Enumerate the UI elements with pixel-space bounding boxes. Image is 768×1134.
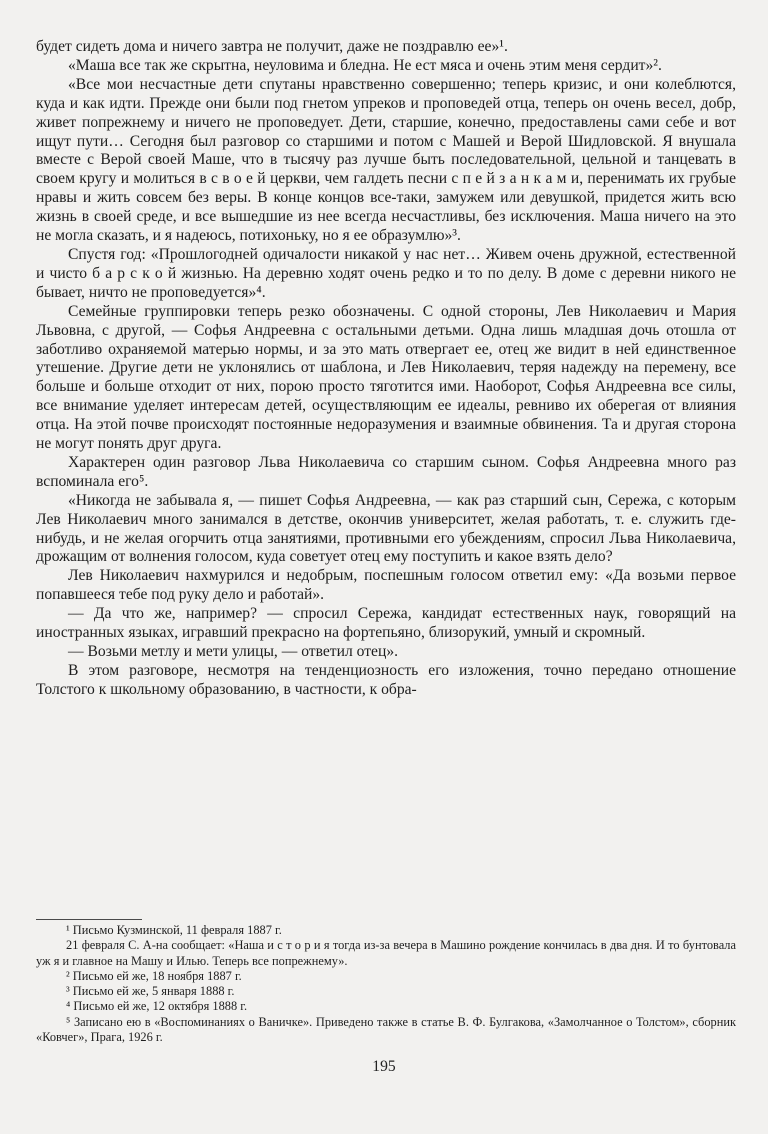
paragraph: — Возьми метлу и мети улицы, — ответил отец». bbox=[68, 643, 399, 660]
paragraph: Семейные группировки теперь резко обозначены. С одной стороны, Лев Николаевич и Мария Львовна, с другой, — Софья Андреевна с остальными детьми. Одна лишь младшая дочь отошла от заботливо охраняемой матерью нормы, и за это мать отвергает ее, отец же видит в ней единственное утешение. Другие дети не уклонялись от шаблона, и Лев Николаевич, теряя надежду на перемену, все больше и больше отходит от них, порою просто тяготится ими. Наоборот, Софья Андреевна все силы, все внимание уделяет интересам детей, осуществляющим ее идеалы, ревниво их оберегая от влияния отца. На этой почве происходят постоянные недоразумения и взаимные обвинения. Та и другая сторона не могут понять друг друга. bbox=[36, 302, 736, 453]
paragraph: Лев Николаевич нахмурился и недобрым, поспешным голосом ответил ему: «Да возьми первое попавшееся тебе под руку дело и работай». bbox=[36, 567, 736, 604]
main-text bbox=[36, 38, 736, 700]
footnotes bbox=[36, 923, 736, 1045]
footnote: 21 февраля С. А-на сообщает: «Наша и с т о р и я тогда из-за вечера в Машино рождение кончилась в два дня. И то бунтовала уж я и главное на Машу и Илью. Теперь все попрежнему». bbox=[36, 938, 736, 968]
page-number: 195 bbox=[372, 1058, 396, 1075]
footnote: ⁵ Записано ею в «Воспоминаниях о Ваничке». Приведено также в статье В. Ф. Булгакова, «Замолчанное о Толстом», сборник «Ковчег», Прага, 1926 г. bbox=[36, 1014, 736, 1045]
paragraph: В этом разговоре, несмотря на тенденциозность его изложения, точно передано отношение Толстого к школьному образованию, в частности, к обра- bbox=[36, 661, 736, 698]
footnote: ¹ Письмо Кузминской, 11 февраля 1887 г. bbox=[66, 923, 282, 937]
paragraph: — Да что же, например? — спросил Сережа, кандидат естественных наук, говорящий на иностранных языках, игравший прекрасно на фортепьяно, близорукий, умный и скромный. bbox=[36, 605, 736, 642]
paragraph: «Маша все так же скрытна, неуловима и бледна. Не ест мяса и очень этим меня сердит»². bbox=[68, 56, 662, 74]
paragraph: Характерен один разговор Льва Николаевича со старшим сыном. Софья Андреевна много раз вспоминала его⁵. bbox=[36, 453, 736, 490]
footnote: ⁴ Письмо ей же, 12 октября 1888 г. bbox=[66, 999, 248, 1014]
paragraph: будет сидеть дома и ничего завтра не получит, даже не поздравлю ее»¹. bbox=[36, 38, 508, 55]
footnote: ³ Письмо ей же, 5 января 1888 г. bbox=[66, 984, 235, 999]
paragraph: Спустя год: «Прошлогодней одичалости никакой у нас нет… Живем очень дружной, естественной и чисто б а р с к о й жизнью. На деревню ходят очень редко и то по делу. В доме с деревни никого не бывает, ничто не проповедуется»⁴. bbox=[36, 245, 736, 301]
footnote: ² Письмо ей же, 18 ноября 1887 г. bbox=[66, 968, 242, 983]
paragraph: «Никогда не забывала я, — пишет Софья Андреевна, — как раз старший сын, Сережа, с которым Лев Николаевич много занимался в детстве, окончив университет, желая работать, т. е. служить где-нибудь, и не желая огорчить отца занятиями, противными его убеждениям, спросил Льва Николаевича, дрожащим от волнения голосом, куда советует отец ему поступить и какое взять дело? bbox=[36, 491, 736, 566]
paragraph: «Все мои несчастные дети спутаны нравственно совершенно; теперь кризис, и они колеблются, куда и как идти. Прежде они были под гнетом упреков и проповедей отца, теперь он очень весел, добр, живет попрежнему и ничего не проповедует. Дети, старшие, конечно, предоставлены сами себе и вот ищут пути… Сегодня был разговор со старшими и потом с Машей и Верой Шидловской. Я внушала вместе с Верой своей Маше, что в тысячу раз лучше быть последовательной, цельной и танцевать в своем кругу и молиться в с в о е й церкви, чем галдеть песни с п е й з а н к а м и, перенимать их грубые нравы и жить совсем без веры. В конце концов все-таки, замужем или девушкой, придется жить всю жизнь в своей среде, и все вышедшие из нее всегда несчастливы, без исключения. Маша ничего на это не могла сказать, и я надеюсь, потихоньку, но я ее образумлю»³. bbox=[36, 75, 736, 245]
footnote-divider bbox=[36, 919, 142, 920]
